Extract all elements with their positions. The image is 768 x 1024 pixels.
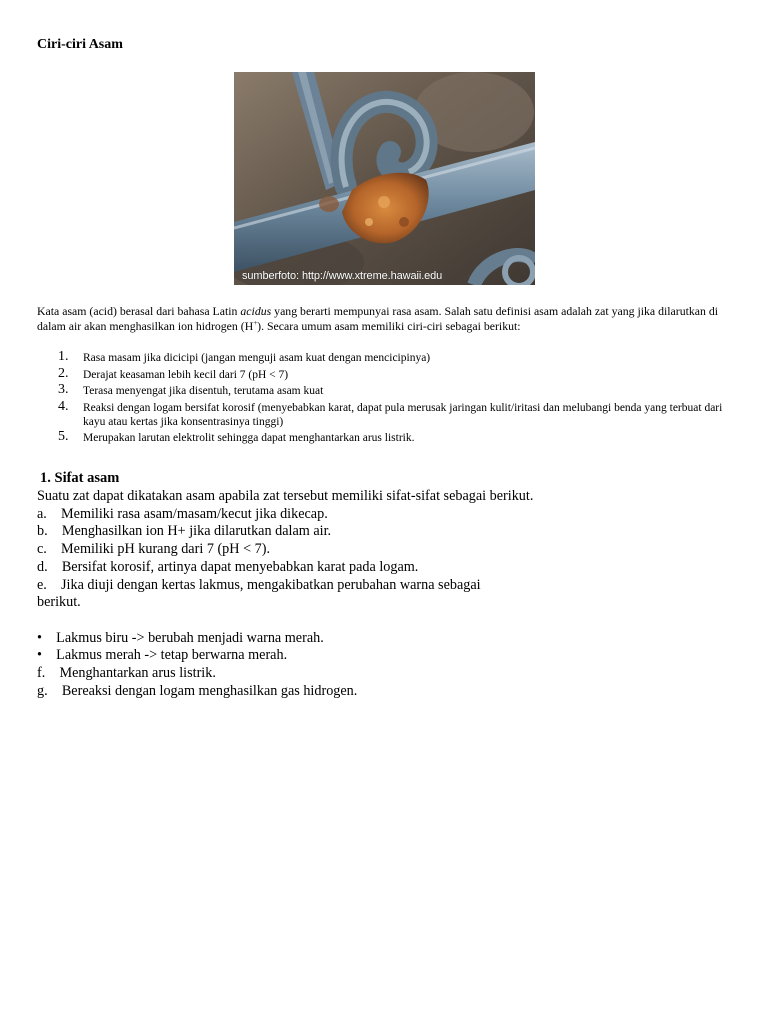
- intro-latin-term: acidus: [240, 304, 272, 318]
- list-item: [37, 398, 727, 429]
- intro-text-1: Kata asam (acid) berasal dari bahasa Latin: [37, 304, 241, 318]
- body-line: e. Jika diuji dengan kertas lakmus, mengakibatkan perubahan warna sebagai: [37, 576, 481, 593]
- list-item-text: Reaksi dengan logam bersifat korosif (menyebabkan karat, dapat pula merusak jaringan kulit/iritasi dan melubangi benda yang terbuat dari kayu atau kertas jika konsentrasinya tinggi): [83, 401, 723, 428]
- body-line: f. Menghantarkan arus listrik.: [37, 665, 216, 682]
- intro-paragraph: [37, 304, 727, 333]
- body-line: • Lakmus biru -> berubah menjadi warna merah.: [37, 629, 324, 646]
- list-item: [37, 431, 727, 445]
- intro-superscript: +: [253, 318, 258, 327]
- list-item-text: Derajat keasaman lebih kecil dari 7 (pH < 7): [83, 368, 289, 381]
- list-item: [37, 384, 727, 398]
- list-item-text: Merupakan larutan elektrolit sehingga dapat menghantarkan arus listrik.: [83, 432, 415, 444]
- rusty-railing-photo: [234, 72, 535, 285]
- list-number: 2.: [58, 365, 69, 381]
- body-line: a. Memiliki rasa asam/masam/kecut jika dikecap.: [37, 505, 328, 522]
- list-item-text: Rasa masam jika dicicipi (jangan menguji asam kuat dengan mencicipinya): [83, 352, 431, 364]
- characteristics-list: [37, 351, 727, 448]
- intro-text-2: yang berarti mempunyai rasa asam. Salah satu definisi asam adalah zat yang jika dilarutkan di dalam air akan menghasilkan ion hidrogen (H: [37, 304, 719, 333]
- body-line: g. Bereaksi dengan logam menghasilkan gas hidrogen.: [37, 682, 358, 699]
- section-heading: 1. Sifat asam: [40, 470, 120, 486]
- list-item: [37, 351, 727, 365]
- list-item-text: Terasa menyengat jika disentuh, terutama asam kuat: [83, 385, 324, 397]
- body-line: • Lakmus merah -> tetap berwarna merah.: [37, 647, 288, 664]
- body-line: berikut.: [37, 594, 81, 611]
- photo-illustration: [234, 72, 535, 285]
- list-number: 5.: [58, 429, 69, 444]
- list-number: 3.: [58, 382, 69, 397]
- intro-text-3: ). Secara umum asam memiliki ciri-ciri sebagai berikut:: [257, 318, 521, 333]
- section-body: [37, 488, 737, 700]
- body-line: [37, 612, 737, 630]
- list-number: 4.: [58, 398, 69, 414]
- page-title: Ciri-ciri Asam: [37, 37, 123, 52]
- body-line: c. Memiliki pH kurang dari 7 (pH < 7).: [37, 541, 270, 558]
- list-item: [37, 365, 727, 382]
- list-number: 1.: [58, 349, 69, 364]
- body-line: Suatu zat dapat dikatakan asam apabila zat tersebut memiliki sifat-sifat sebagai berikut.: [37, 488, 534, 504]
- photo-caption: sumberfoto: http://www.xtreme.hawaii.edu: [242, 270, 443, 282]
- body-line: d. Bersifat korosif, artinya dapat menyebabkan karat pada logam.: [37, 558, 419, 575]
- body-line: b. Menghasilkan ion H+ jika dilarutkan dalam air.: [37, 523, 332, 540]
